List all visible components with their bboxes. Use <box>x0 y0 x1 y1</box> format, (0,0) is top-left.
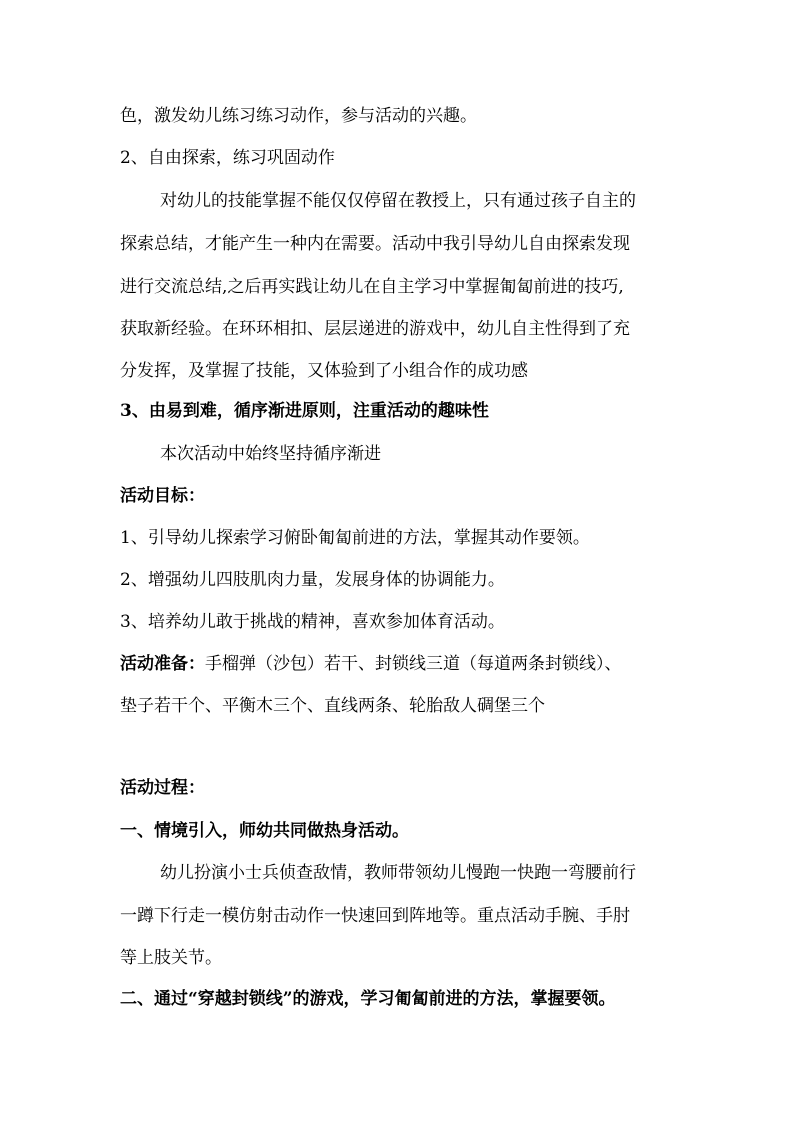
list-item: 1、引导幼儿探索学习俯卧匍匐前进的方法，掌握其动作要领。 <box>120 528 590 548</box>
section-heading: 3、由易到难，循序渐进原则，注重活动的趣味性 <box>120 401 489 421</box>
list-item: 3、培养幼儿敢于挑战的精神，喜欢参加体育活动。 <box>120 612 505 632</box>
body-text-line <box>120 652 622 676</box>
section-heading-process: 活动过程： <box>120 778 205 798</box>
body-text-line: 一蹲下行走一模仿射击动作一快速回到阵地等。重点活动手腕、手肘 <box>120 906 630 926</box>
body-text-line: 幼儿扮演小士兵侦查敌情，教师带领幼儿慢跑一快跑一弯腰前行 <box>160 863 636 883</box>
body-text-line: 垫子若干个、平衡木三个、直线两条、轮胎敌人碉堡三个 <box>120 696 545 716</box>
section-heading: 2、自由探索，练习巩固动作 <box>120 148 335 168</box>
list-item: 2、增强幼儿四肢肌肉力量，发展身体的协调能力。 <box>120 570 505 590</box>
body-text-line: 探索总结，才能产生一种内在需要。活动中我引导幼儿自由探索发现 <box>120 234 630 254</box>
preparation-text: 手榴弹（沙包）若干、封锁线三道（每道两条封锁线）、 <box>205 654 622 674</box>
section-heading: 一、情境引入，师幼共同做热身活动。 <box>120 821 409 841</box>
body-text-line: 本次活动中始终坚持循序渐进 <box>160 444 381 464</box>
body-text-line: 色，激发幼儿练习练习动作，参与活动的兴趣。 <box>120 106 477 126</box>
body-text-line: 等上肢关节。 <box>120 948 222 968</box>
body-text-line: 对幼儿的技能掌握不能仅仅停留在教授上，只有通过孩子自主的 <box>160 191 636 211</box>
section-heading-goals: 活动目标： <box>120 486 205 506</box>
body-text-line: 获取新经验。在环环相扣、层层递进的游戏中，幼儿自主性得到了充 <box>120 319 630 339</box>
body-text-line: 分发挥，及掌握了技能，又体验到了小组合作的成功感 <box>120 361 528 381</box>
section-heading: 二、通过“穿越封锁线”的游戏，学习匍匐前进的方法，掌握要领。 <box>120 989 616 1009</box>
body-text-line: 进行交流总结,之后再实践让幼儿在自主学习中掌握匍匐前进的技巧, <box>120 277 624 297</box>
preparation-label: 活动准备： <box>120 654 205 674</box>
